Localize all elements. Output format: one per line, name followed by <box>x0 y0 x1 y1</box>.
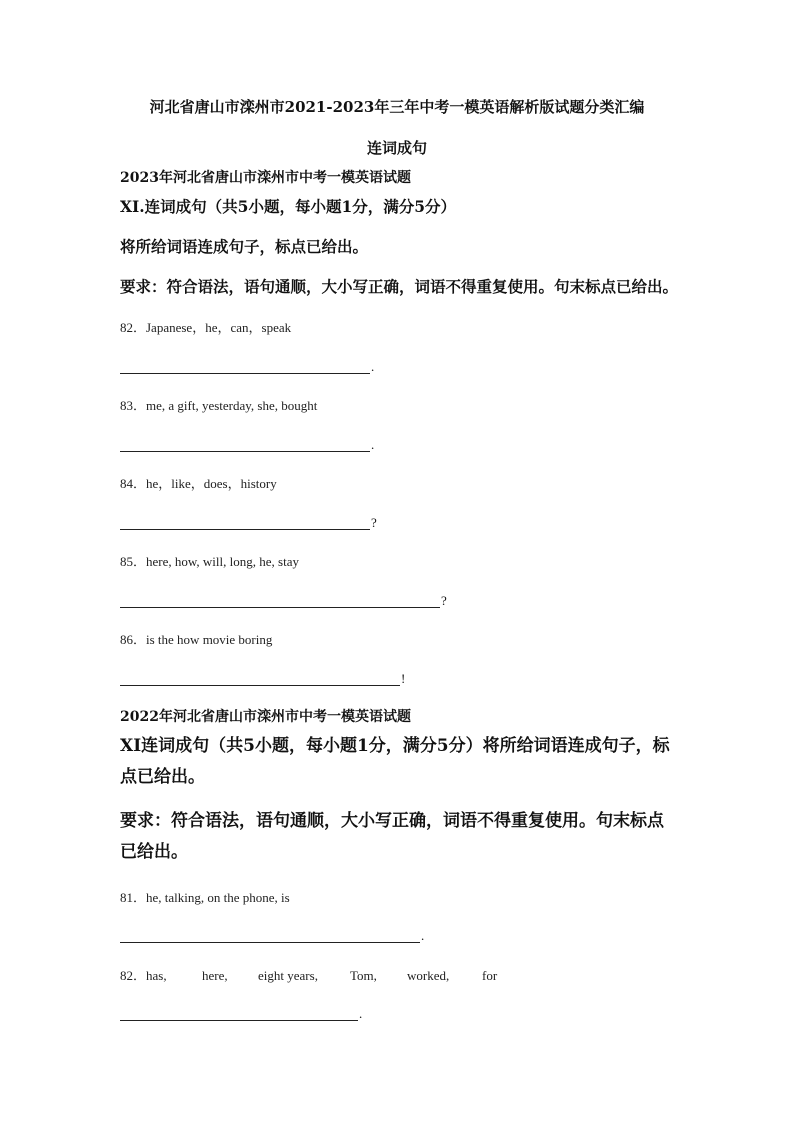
end-punctuation: . <box>359 1006 363 1021</box>
word-chip: has, <box>146 968 167 983</box>
question-83-prompt: 83．me, a gift, yesterday, she, bought <box>120 398 318 413</box>
question-84-prompt: 84．he，like，does，history <box>120 476 277 491</box>
answer-line <box>120 671 400 686</box>
section-2022-part-title: XI连词成句（共5小题，每小题1分，满分5分）将所给词语连成句子，标点已给出。 <box>120 736 670 787</box>
end-punctuation: ? <box>371 515 377 530</box>
question-86-prompt: 86．is the how movie boring <box>120 632 273 647</box>
section-2023-instruction: 将所给词语连成句子，标点已给出。 <box>120 237 369 256</box>
word-chip: for <box>482 968 498 983</box>
answer-line <box>120 437 370 452</box>
question-86-answer-blank[interactable] <box>120 670 405 686</box>
question-85-answer-blank[interactable] <box>120 592 447 608</box>
question-85-prompt: 85．here, how, will, long, he, stay <box>120 554 299 569</box>
answer-line <box>120 928 420 943</box>
section-2022-heading: 2022年河北省唐山市滦州市中考一模英语试题 <box>120 709 411 725</box>
question-number: 82． <box>120 968 147 983</box>
section-2023-heading: 2023年河北省唐山市滦州市中考一模英语试题 <box>120 170 411 186</box>
question-81-prompt: 81．he, talking, on the phone, is <box>120 890 290 905</box>
word-chip: Tom, <box>350 968 377 983</box>
word-chip: here, <box>202 968 228 983</box>
question-82-answer-blank[interactable] <box>120 358 374 374</box>
document-subtitle: 连词成句 <box>366 139 427 157</box>
answer-line <box>120 359 370 374</box>
question-82b-prompt <box>120 965 497 984</box>
answer-line <box>120 593 440 608</box>
question-82-prompt: 82．Japanese，he，can，speak <box>120 320 292 335</box>
section-2023-requirement: 要求：符合语法，语句通顺，大小写正确，词语不得重复使用。句末标点已给出。 <box>120 277 679 296</box>
section-2023-part-title: XI.连词成句（共5小题，每小题1分，满分5分） <box>120 197 457 216</box>
answer-line <box>120 1006 358 1021</box>
end-punctuation: ? <box>441 593 447 608</box>
end-punctuation: ! <box>401 671 406 686</box>
end-punctuation: . <box>371 359 375 374</box>
document-title: 河北省唐山市滦州市2021-2023年三年中考一模英语解析版试题分类汇编 <box>149 98 645 116</box>
end-punctuation: . <box>421 928 425 943</box>
section-2022-requirement: 要求：符合语法，语句通顺，大小写正确，词语不得重复使用。句末标点已给出。 <box>120 811 664 862</box>
question-81-answer-blank[interactable] <box>120 927 424 943</box>
end-punctuation: . <box>371 437 375 452</box>
question-83-answer-blank[interactable] <box>120 436 374 452</box>
question-82b-answer-blank[interactable] <box>120 1005 362 1021</box>
word-chip: eight years, <box>258 968 318 983</box>
answer-line <box>120 515 370 530</box>
question-84-answer-blank[interactable] <box>120 514 377 530</box>
word-chip: worked, <box>407 968 450 983</box>
